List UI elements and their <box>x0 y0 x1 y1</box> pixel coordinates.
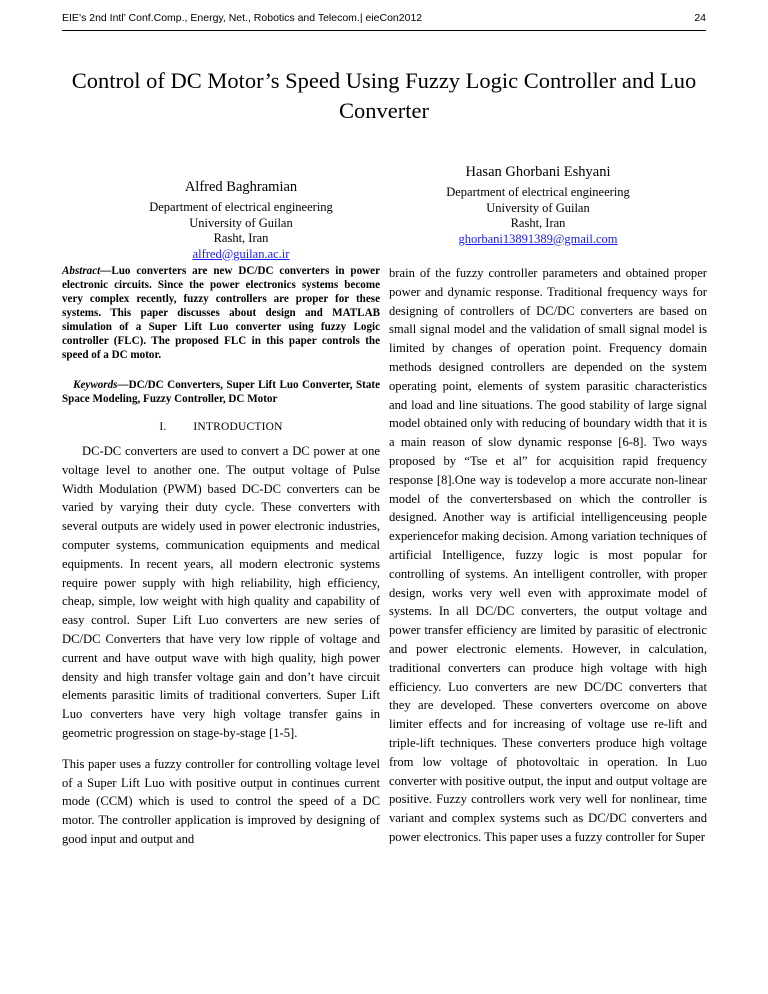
author-department: Department of electrical engineering <box>446 185 630 199</box>
section-title: INTRODUCTION <box>193 421 283 433</box>
running-header <box>62 8 706 28</box>
author-city: Rasht, Iran <box>510 216 566 230</box>
author-email-link[interactable]: ghorbani13891389@gmail.com <box>458 231 618 246</box>
paper-title: Control of DC Motor’s Speed Using Fuzzy Logic Controller and Luo Converter <box>71 68 697 123</box>
author-university: University of Guilan <box>189 215 293 230</box>
conference-name: EIE’s 2nd Intl’ Conf.Comp., Energy, Net., Robotics and Telecom.| eieCon2012 <box>62 12 423 24</box>
author-email-link[interactable]: alfred@guilan.ac.ir <box>192 246 290 261</box>
keywords-text: DC/DC Converters, Super Lift Luo Converter, State Space Modeling, Fuzzy Controller, DC Motor <box>62 379 380 405</box>
abstract-text: —Luo converters are new DC/DC converters in power electronic circuits. Since the power electronics systems become very complex recently, fuzzy controllers are proper for these systems. This paper discusses about design and MATLAB simulation of a Super Lift Luo converter using fuzzy Logic controller (FLC). The proposed FLC in this paper controls the speed of a DC motor. <box>62 265 380 361</box>
keywords-label: Keywords— <box>73 379 129 391</box>
author-block-1 <box>96 179 386 262</box>
author-name: Alfred Baghramian <box>184 179 298 195</box>
section-number: I. <box>159 421 167 433</box>
author-block-2 <box>392 164 684 247</box>
author-name: Hasan Ghorbani Eshyani <box>465 164 611 180</box>
page-number: 24 <box>694 12 706 24</box>
body-paragraph: This paper uses a fuzzy controller for controlling voltage level of a Super Lift Luo with positive output in continues current mode (CCM) which is used to control the speed of a DC motor. The controller application is improved by designing of good input and output and <box>62 756 380 846</box>
body-paragraph: brain of the fuzzy controller parameters and obtained proper power and dynamic response. Traditional frequency ways for designing of controllers of DC/DC converters are based on small signal model and the validation of small signal model is limited by changes of operation point. Frequency domain methods designed controllers are depended on the system operating point, elements of system parasitic characteristics and load and line situations. The good stability of large signal model obtained only with reducing of boundary width that it is a main reason of slow dynamic response [6-8]. Two ways proposed by “Tse et al” for acquisition rapid frequency response [8].One way is todevelop a more accurate non-linear model of the convertersbased on which the controller is designed. Another way is artificial intelligenceusing people experiencefor making decision. Among variation techniques of artificial Intelligence, fuzzy logic is most popular for controlling of systems. An intelligent controller, with proper design, works very well even with approximate model of systems. In all DC/DC converters, the output voltage and power transfer efficiency are limited by parasitic of electronic and power electronic elements. However, in calculation, traditional converters can produce high voltage with high efficiency. Luo converters are new DC/DC converters that they are developed. These converters overcome on above limiter effects and for increasing of voltage use re-lift and triple-lift techniques. These converters produce high voltage from low voltage of photovoltaic in operation. In Luo converter with positive output, the input and output voltage are positive. Fuzzy controllers work very well for nonlinear, time variant and complex systems such as DC/DC converters and power electronics. This paper uses a fuzzy controller for Super <box>389 266 707 844</box>
body-paragraph: DC-DC converters are used to convert a DC power at one voltage level to another one. The output voltage of Pulse Width Modulation (PWM) based DC-DC converters can be varied by varying their duty cycle. These converters with several outputs are widely used in power electronic industries, computer systems, communication equipments and medical equipments. In recent years, all modern electronic systems require power supply with high reliability, high efficiency, cheap, simple, low weight with high quality and capability of easy control. Super Lift Luo converters are new series of DC/DC Converters that have very low ripple of voltage and current and have output wave with high quality, high power density and high transfer voltage gain and don’t have circuit elements parasitic limits of traditional converters. Super Lift Luo converters have very high voltage transfer gains in geometric progression on stage-by-stage [1-5]. <box>62 444 380 740</box>
abstract-label: Abstract <box>62 265 101 277</box>
right-column <box>389 264 707 847</box>
author-city: Rasht, Iran <box>213 231 269 245</box>
author-department: Department of electrical engineering <box>149 200 333 214</box>
header-rule <box>62 30 706 31</box>
section-heading <box>62 420 380 434</box>
abstract <box>62 264 380 362</box>
left-column <box>62 264 380 849</box>
author-university: University of Guilan <box>486 200 590 215</box>
keywords <box>62 378 380 406</box>
